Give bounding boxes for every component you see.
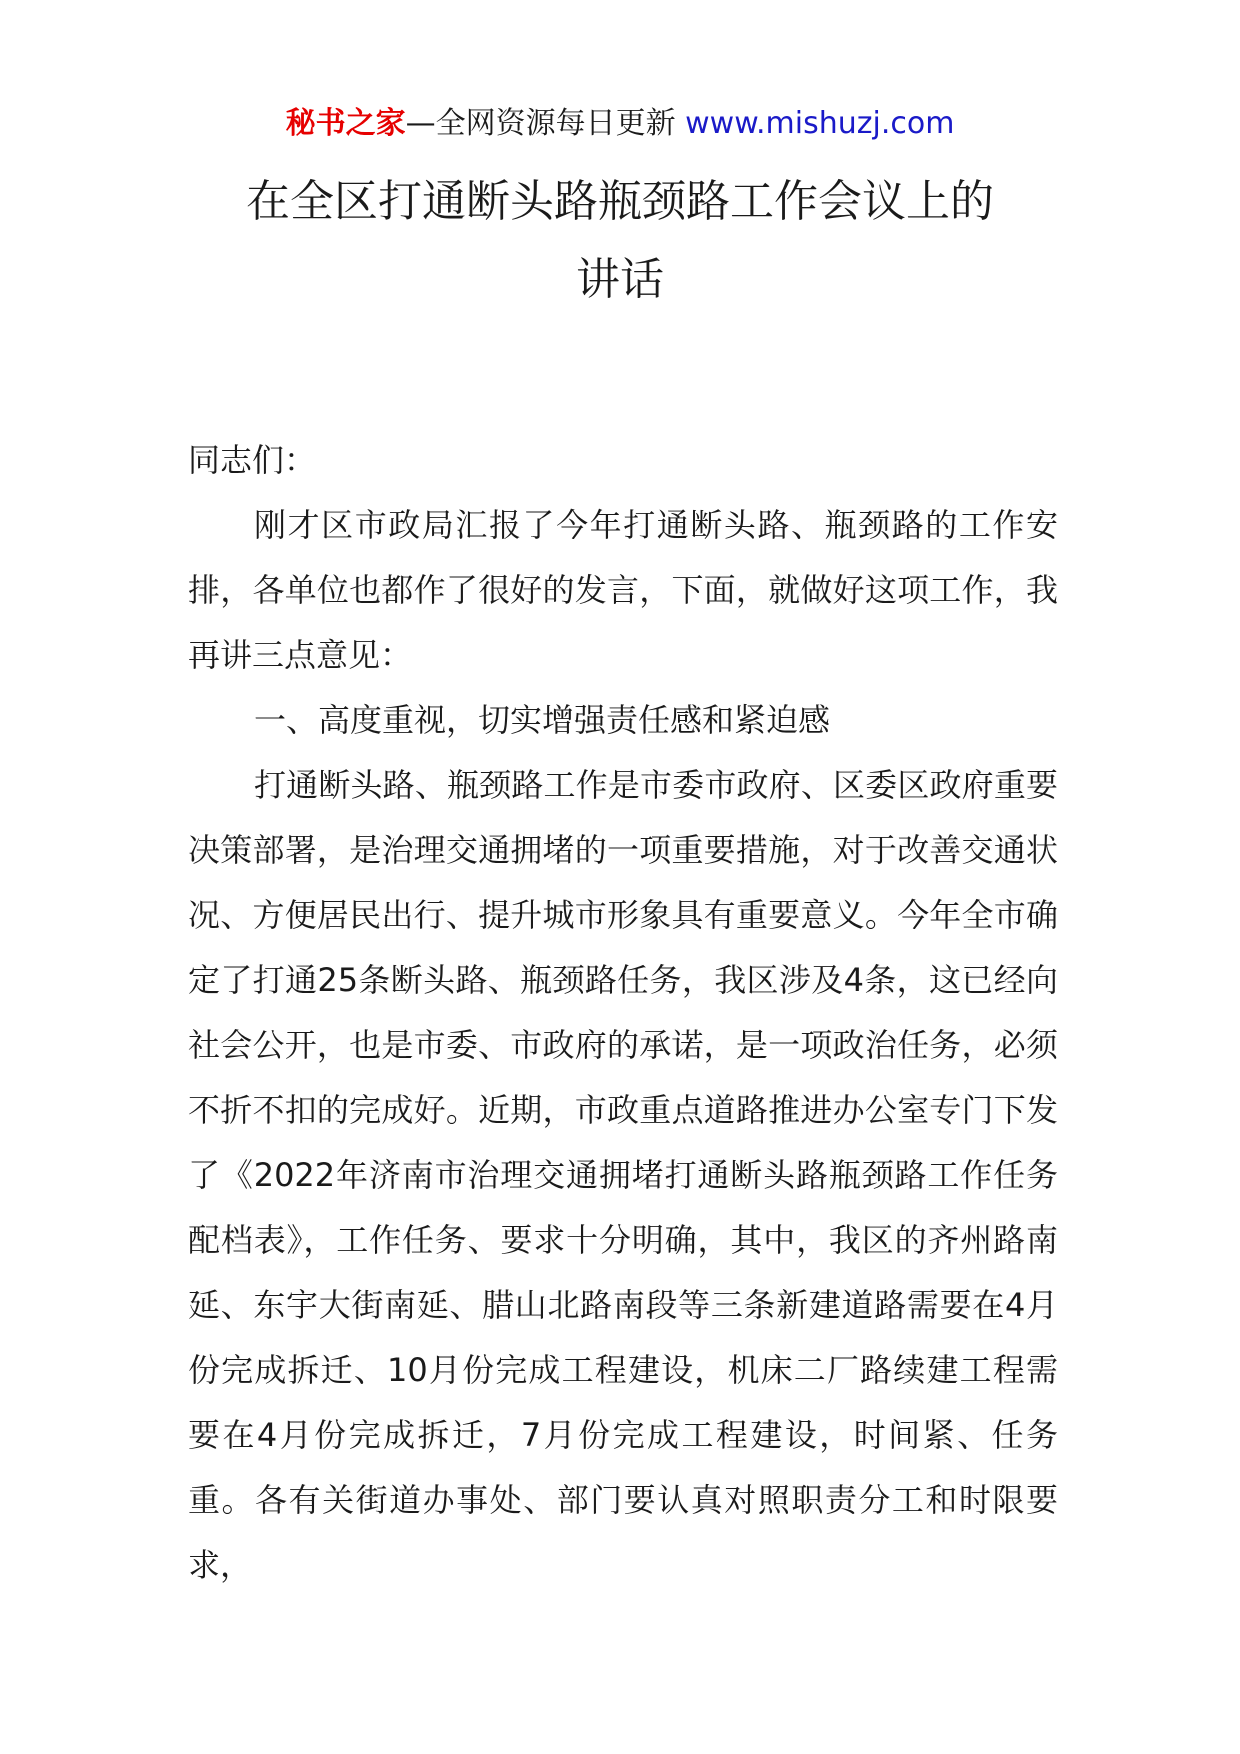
site-url-link[interactable]: www.mishuzj.com	[685, 106, 955, 141]
title-line-2: 讲话	[576, 254, 664, 305]
section-heading: 一、高度重视，切实增强责任感和紧迫感	[254, 701, 831, 739]
paragraph: 打通断头路、瓶颈路工作是市委市政府、区委区政府重要决策部署，是治理交通拥堵的一项重要措施，对于改善交通状况、方便居民出行、提升城市形象具有重要意义。今年全市确定了打通25条断头路、瓶颈路任务，我区涉及4条，这已经向社会公开，也是市委、市政府的承诺，是一项政治任务，必须不折不扣的完成好。近期，市政重点道路推进办公室专门下发了《2022年济南市治理交通拥堵打通断头路瓶颈路工作任务配档表》，工作任务、要求十分明确，其中，我区的齐州路南延、东宇大街南延、腊山北路南段等三条新建道路需要在4月份完成拆迁、10月份完成工程建设，机床二厂路续建工程需要在4月份完成拆迁，7月份完成工程建设，时间紧、任务重。各有关街道办事处、部门要认真对照职责分工和时限要求，	[188, 766, 1058, 1584]
salutation: 同志们：	[188, 441, 317, 479]
header-tagline: —全网资源每日更新	[405, 106, 676, 141]
paragraph: 刚才区市政局汇报了今年打通断头路、瓶颈路的工作安排，各单位也都作了很好的发言，下面，就做好这项工作，我再讲三点意见：	[188, 506, 1058, 674]
site-header	[0, 104, 1240, 144]
document-title	[0, 163, 1240, 319]
brand-name: 秘书之家	[285, 106, 406, 141]
title-line-1: 在全区打通断头路瓶颈路工作会议上的	[246, 176, 994, 227]
document-body	[188, 428, 1058, 1598]
